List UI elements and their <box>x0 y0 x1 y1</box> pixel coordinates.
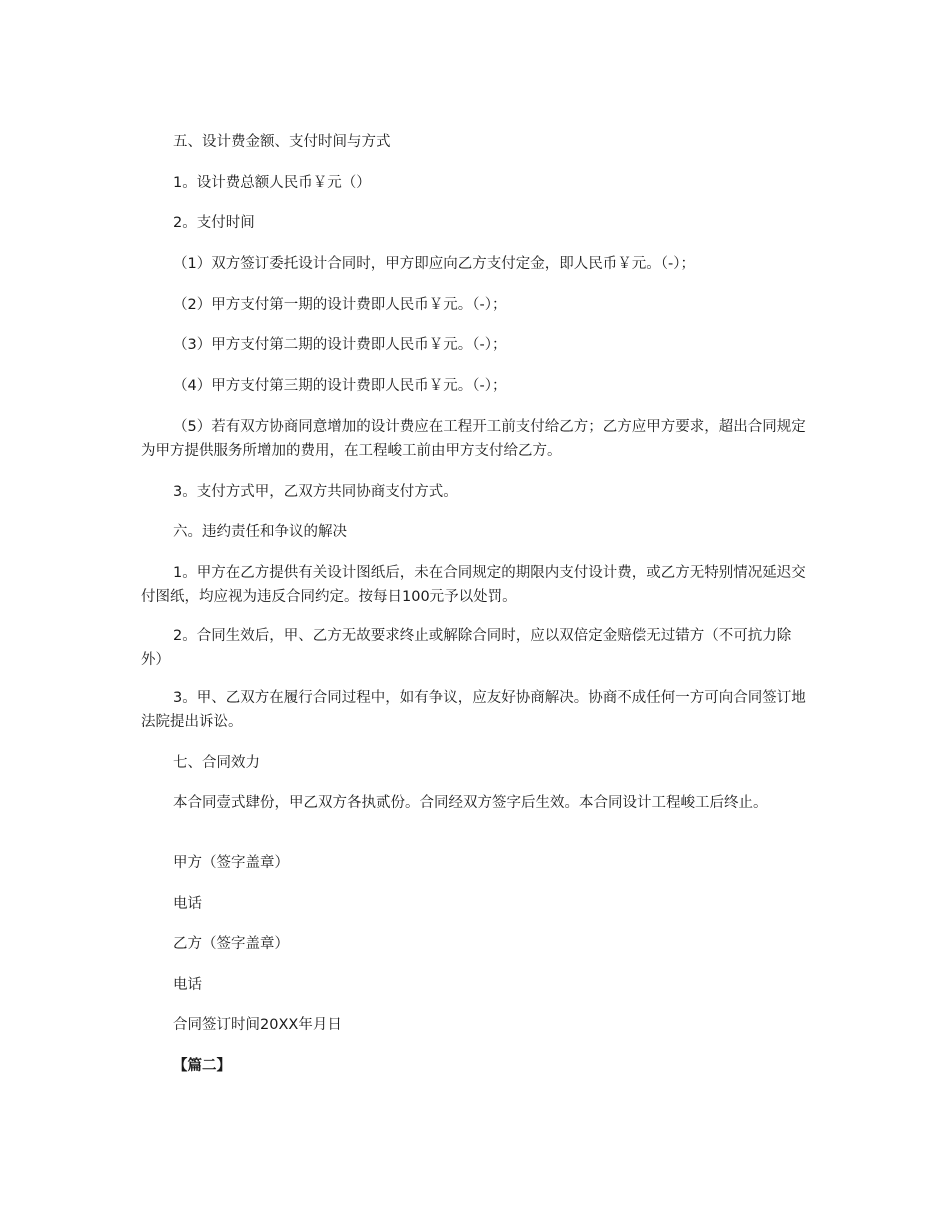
section-marker-part-two: 【篇二】 <box>173 1058 231 1074</box>
clause-copies: 本合同壹式肆份，甲乙双方各执贰份。合同经双方签字后生效。本合同设计工程峻工后终止。 <box>173 795 768 811</box>
party-b-phone: 电话 <box>173 977 202 993</box>
clause-late-payment: 1。甲方在乙方提供有关设计图纸后，未在合同规定的期限内支付设计费，或乙方无特别情况延迟交付图纸，均应视为违反合同约定。按每日100元予以处罚。 <box>141 565 806 605</box>
signing-date: 合同签订时间20XX年月日 <box>173 1017 342 1033</box>
sub-clause-additional-fee: （5）若有双方协商同意增加的设计费应在工程开工前支付给乙方；乙方应甲方要求，超出合同规定为甲方提供服务所增加的费用，在工程峻工前由甲方支付给乙方。 <box>141 419 806 459</box>
clause-total-fee: 1。设计费总额人民币￥元（） <box>173 175 371 191</box>
sub-clause-first-phase: （2）甲方支付第一期的设计费即人民币￥元。（-）； <box>173 297 507 313</box>
party-b-signature: 乙方（签字盖章） <box>173 936 289 952</box>
section-heading-payment: 五、设计费金额、支付时间与方式 <box>173 134 391 150</box>
sub-clause-second-phase: （3）甲方支付第二期的设计费即人民币￥元。（-）； <box>173 337 507 353</box>
section-heading-validity: 七、合同效力 <box>173 755 260 771</box>
sub-clause-third-phase: （4）甲方支付第三期的设计费即人民币￥元。（-）； <box>173 378 507 394</box>
clause-payment-method: 3。支付方式甲，乙双方共同协商支付方式。 <box>173 484 458 500</box>
party-a-signature: 甲方（签字盖章） <box>173 855 289 871</box>
sub-clause-deposit: （1）双方签订委托设计合同时，甲方即应向乙方支付定金，即人民币￥元。（-）； <box>173 256 695 272</box>
party-a-phone: 电话 <box>173 896 202 912</box>
clause-termination: 2。合同生效后，甲、乙方无故要求终止或解除合同时，应以双倍定金赔偿无过错方（不可抗力除外） <box>141 628 792 668</box>
clause-dispute: 3。甲、乙双方在履行合同过程中，如有争议，应友好协商解决。协商不成任何一方可向合同签订地法院提出诉讼。 <box>141 690 806 730</box>
section-heading-liability: 六。违约责任和争议的解决 <box>173 524 347 540</box>
clause-payment-time: 2。支付时间 <box>173 215 255 231</box>
